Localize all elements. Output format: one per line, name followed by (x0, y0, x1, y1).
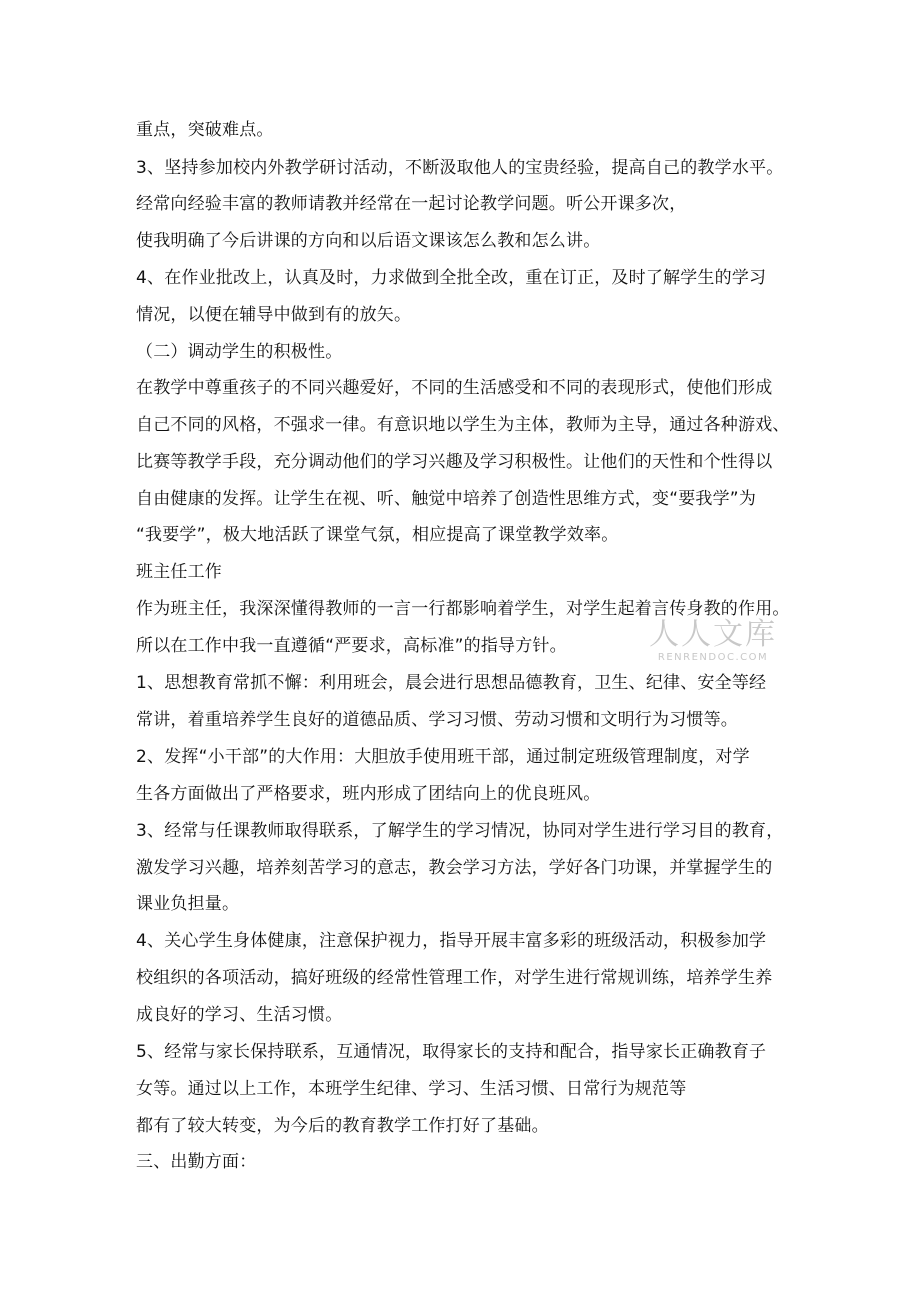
text-line: 2、发挥“小干部”的大作用：大胆放手使用班干部，通过制定班级管理制度，对学 (136, 747, 750, 767)
text-line: “我要学”，极大地活跃了课堂气氛，相应提高了课堂教学效率。 (136, 525, 619, 545)
text-line: 3、经常与任课教师取得联系，了解学生的学习情况，协同对学生进行学习目的教育， (136, 821, 784, 841)
text-line: 4、关心学生身体健康，注意保护视力，指导开展丰富多彩的班级活动，积极参加学 (136, 931, 767, 951)
text-line: 情况，以便在辅导中做到有的放矢。 (136, 305, 412, 325)
text-line: 比赛等教学手段，充分调动他们的学习兴趣及学习积极性。让他们的天性和个性得以 (136, 452, 773, 472)
text-line: 成良好的学习、生活习惯。 (136, 1005, 343, 1025)
text-line: 3、坚持参加校内外教学研讨活动，不断汲取他人的宝贵经验，提高自己的教学水平。 (136, 158, 784, 178)
text-line: 1、思想教育常抓不懈：利用班会，晨会进行思想品德教育，卫生、纪律、安全等经 (136, 673, 767, 693)
watermark-domain: RENRENDOC.COM (657, 652, 769, 663)
watermark-title: 人人文库 (649, 617, 777, 652)
text-line: 激发学习兴趣，培养刻苦学习的意志，教会学习方法，学好各门功课，并掌握学生的 (136, 858, 773, 878)
section-heading: 三、出勤方面： (136, 1152, 257, 1172)
section-heading: （二）调动学生的积极性。 (136, 342, 343, 362)
text-line: 自己不同的风格，不强求一律。有意识地以学生为主体，教师为主导，通过各种游戏、 (136, 415, 790, 435)
text-line: 重点，突破难点。 (136, 120, 274, 140)
text-line: 所以在工作中我一直遵循“严要求，高标准”的指导方针。 (136, 636, 567, 656)
text-line: 常讲，着重培养学生良好的道德品质、学习习惯、劳动习惯和文明行为习惯等。 (136, 710, 738, 730)
text-line: 都有了较大转变，为今后的教育教学工作打好了基础。 (136, 1116, 549, 1136)
text-line: 自由健康的发挥。让学生在视、听、触觉中培养了创造性思维方式，变“要我学”为 (136, 489, 757, 509)
section-heading: 班主任工作 (136, 562, 222, 582)
text-line: 作为班主任，我深深懂得教师的一言一行都影响着学生，对学生起着言传身教的作用。 (136, 599, 790, 619)
text-line: 5、经常与家长保持联系，互通情况，取得家长的支持和配合，指导家长正确教育子 (136, 1042, 767, 1062)
text-line: 女等。通过以上工作，本班学生纪律、学习、生活习惯、日常行为规范等 (136, 1079, 687, 1099)
text-line: 经常向经验丰富的教师请教并经常在一起讨论教学问题。听公开课多次， (136, 194, 687, 214)
text-line: 课业负担量。 (136, 894, 240, 914)
watermark-logo (648, 618, 778, 664)
text-line: 在教学中尊重孩子的不同兴趣爱好，不同的生活感受和不同的表现形式，使他们形成 (136, 378, 773, 398)
text-line: 使我明确了今后讲课的方向和以后语文课该怎么教和怎么讲。 (136, 231, 601, 251)
text-line: 4、在作业批改上，认真及时，力求做到全批全改，重在订正，及时了解学生的学习 (136, 268, 767, 288)
text-line: 校组织的各项活动，搞好班级的经常性管理工作，对学生进行常规训练，培养学生养 (136, 968, 773, 988)
text-line: 生各方面做出了严格要求，班内形成了团结向上的优良班风。 (136, 784, 601, 804)
